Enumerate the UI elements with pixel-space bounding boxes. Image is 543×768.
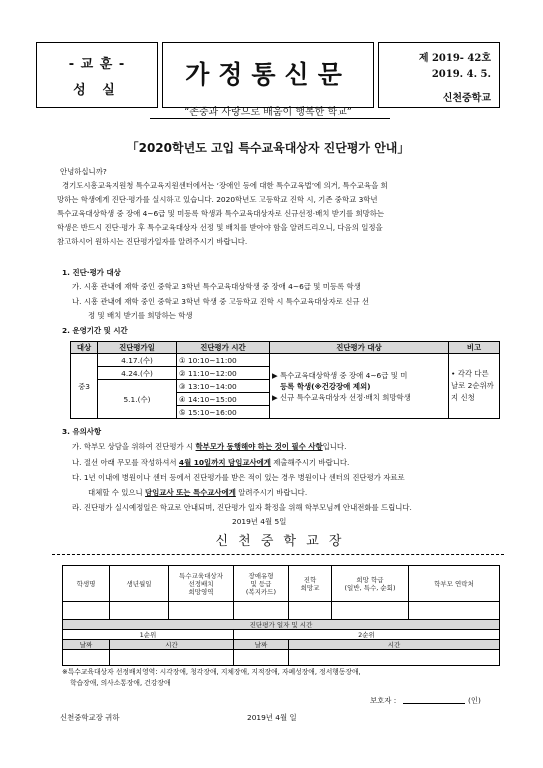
time-cell: ② 11:10~12:00 (177, 367, 270, 380)
issue-info-box (378, 42, 500, 108)
form-header (332, 566, 409, 602)
intro-line: 경기도시흥교육지원청 특수교육지원센터에서는 ‘장애인 등에 대한 특수교육법’에 의거, 특수교육을 희 (62, 181, 388, 190)
class-type-field[interactable] (332, 602, 409, 620)
target-item: 나. 시흥 관내에 재학 중인 중학교 3학년 학생 중 고등학교 진학 시 특수교육대상자로 신규 선 (72, 297, 369, 306)
caution-text: 가. 학부모 상담을 위하여 진단평가 시 (72, 442, 196, 451)
caution-emphasis: 4월 10일까지 담임교사에게 (178, 458, 271, 467)
student-name-field[interactable] (63, 602, 110, 620)
document-title: 「2020학년도 고입 특수교육대상자 진단평가 안내」 (126, 141, 410, 155)
section-heading: 2. 운영기간 및 시간 (62, 326, 128, 335)
caution-text: 입니다. (322, 442, 347, 451)
form-header: 학부모 연락처 (409, 566, 500, 602)
caution-item: 라. 진단평가 실시예정일은 학교로 안내되며, 진단평가 일자 확정을 위해 학부모님께 안내전화를 드립니다. (72, 503, 412, 512)
placement-area-field[interactable] (169, 602, 234, 620)
form-header-line: 장애유형 (248, 571, 274, 580)
issue-date: 2019. 4. 5. (431, 69, 491, 80)
form-header: 학생명 (63, 566, 110, 602)
guardian-label: 보호자 : (370, 696, 397, 705)
caution-item (72, 441, 346, 453)
motto-label: - 교 훈 - (68, 57, 126, 72)
form-header-line: 특수교육대상자 (179, 571, 223, 580)
eval-target-cell (270, 354, 449, 419)
caution-item (72, 457, 349, 469)
school-slogan: “존중과 사랑으로 배움이 행복한 학교” (184, 107, 352, 118)
form-header-line: 선정배치 (188, 579, 214, 588)
rank2-date-field[interactable] (234, 650, 289, 666)
intro-line: 학생은 반드시 진단·평가 후 특수교육대상자 선정 및 배치를 받아야 함을 알려드리오니, 다음의 일정을 (57, 223, 383, 232)
caution-text: 알려주시기 바랍니다. (235, 488, 308, 497)
form-header (289, 566, 332, 602)
issue-number: 제 2019- 42호 (418, 53, 491, 64)
target-item: 정 및 배치 받기를 희망하는 학생 (88, 311, 193, 320)
divider (150, 118, 390, 119)
time-header: 시간 (110, 640, 234, 650)
date-cell: 4.24.(수) (98, 367, 177, 380)
form-header (234, 566, 289, 602)
disability-type-field[interactable] (234, 602, 289, 620)
table-header: 대상 (71, 342, 98, 354)
date-cell: 4.17.(수) (98, 354, 177, 367)
caution-emphasis: 학부모가 동행해야 하는 것이 필수 사항 (195, 442, 323, 451)
rank-header: 1순위 (63, 630, 234, 640)
parent-contact-field[interactable] (409, 602, 500, 620)
table-header: 진단평가일 (98, 342, 177, 354)
time-cell: ① 10:10~11:00 (177, 354, 270, 367)
eval-target-line: 등록 학생(※건강장애 제외) (280, 381, 371, 391)
intro-line: 특수교육대상학생 중 장애 4~6급 및 미등록 학생과 특수교육대상자로 신규선정·배치 받기를 희망하는 (57, 209, 385, 218)
school-motto-box (36, 42, 158, 108)
eval-target-line: ▶ 신규 특수교육대상자 선정·배치 희망학생 (272, 392, 411, 402)
caution-text: 나. 절선 아래 무모를 작성하셔서 (72, 458, 179, 467)
form-header-line: 희망 학급 (356, 575, 384, 584)
note-cell: • 각각 다른 날로 2순위까지 신청 (449, 354, 500, 419)
table-header: 진단평가 시간 (177, 342, 270, 354)
target-cell: 중3 (71, 354, 98, 419)
target-school-field[interactable] (289, 602, 332, 620)
guardian-signature-line[interactable] (403, 703, 465, 704)
rank1-date-field[interactable] (63, 650, 110, 666)
motto-value: 성 실 (73, 83, 121, 98)
target-item: 가. 시흥 관내에 재학 중인 중학교 3학년 특수교육대상학생 중 장애 4~6급 및 미등록 학생 (72, 282, 361, 291)
submit-date: 2019년 4월 일 (247, 713, 297, 722)
intro-line: 망하는 학생에게 진단·평가를 실시하고 있습니다. 2020학년도 고등학교 진학 시, 기존 중학교 3학년 (57, 195, 378, 204)
table-header: 진단평가 대상 (270, 342, 449, 354)
page-title: 가정통신문 (162, 42, 374, 108)
form-header-line: 및 등급 (250, 579, 272, 588)
issuer-school: 신천중학교 (442, 93, 491, 104)
application-form (62, 565, 500, 666)
schedule-table (70, 341, 500, 419)
caution-item (88, 487, 307, 499)
form-header: 생년월일 (110, 566, 169, 602)
addressee: 신천중학교장 귀하 (60, 713, 120, 722)
rank-header: 2순위 (234, 630, 500, 640)
date-cell: 5.1.(수) (98, 380, 177, 419)
form-header (169, 566, 234, 602)
footnote: ※특수교육대상자 선정배치영역: 시각장애, 청각장애, 지체장애, 지적장애, 자폐성장애, 정서행동장애, (62, 668, 361, 676)
seal-mark: (인) (468, 696, 481, 705)
caution-emphasis: 담임교사 또는 특수교사에게 (145, 488, 236, 497)
schedule-section-header: 진단평가 일자 및 시간 (63, 620, 500, 630)
time-cell: ④ 14:10~15:00 (177, 393, 270, 406)
time-cell: ⑤ 15:10~16:00 (177, 406, 270, 419)
caution-text: 제출해주시기 바랍니다. (270, 458, 350, 467)
time-header: 시간 (289, 640, 500, 650)
rank1-time-field[interactable] (110, 650, 234, 666)
caution-item: 다. 1년 이내에 병원이나 센터 등에서 진단평가를 받은 적이 있는 경우 병원이나 센터의 진단평가 자료로 (72, 473, 405, 482)
section-heading: 1. 진단·평가 대상 (62, 268, 121, 277)
form-header-line: 희망영역 (188, 587, 214, 596)
greeting: 안녕하십니까? (60, 167, 107, 176)
form-header-line: 진학 (303, 575, 317, 584)
table-header: 비고 (449, 342, 500, 354)
form-header-line: (일반, 특수, 순회) (344, 583, 396, 592)
date-header: 날짜 (63, 640, 110, 650)
time-cell: ③ 13:10~14:00 (177, 380, 270, 393)
sign-date: 2019년 4월 5일 (232, 517, 287, 526)
rank2-time-field[interactable] (289, 650, 500, 666)
form-header-line: 희망교 (300, 583, 320, 592)
birthdate-field[interactable] (110, 602, 169, 620)
eval-target-line: ▶ 특수교육대상학생 중 장애 4~6급 및 미 (272, 370, 408, 380)
section-heading: 3. 유의사항 (62, 427, 102, 436)
principal-signature: 신 천 중 학 교 장 (215, 534, 345, 549)
form-header-line: (복지카드) (245, 587, 277, 596)
footnote: 학습장애, 의사소통장애, 건강장애 (70, 679, 171, 687)
cut-line (52, 554, 504, 555)
date-header: 날짜 (234, 640, 289, 650)
intro-line: 참고하시어 원하시는 진단평가일자를 알려주시기 바랍니다. (57, 237, 248, 246)
caution-text: 대체할 수 있으니 (88, 488, 146, 497)
